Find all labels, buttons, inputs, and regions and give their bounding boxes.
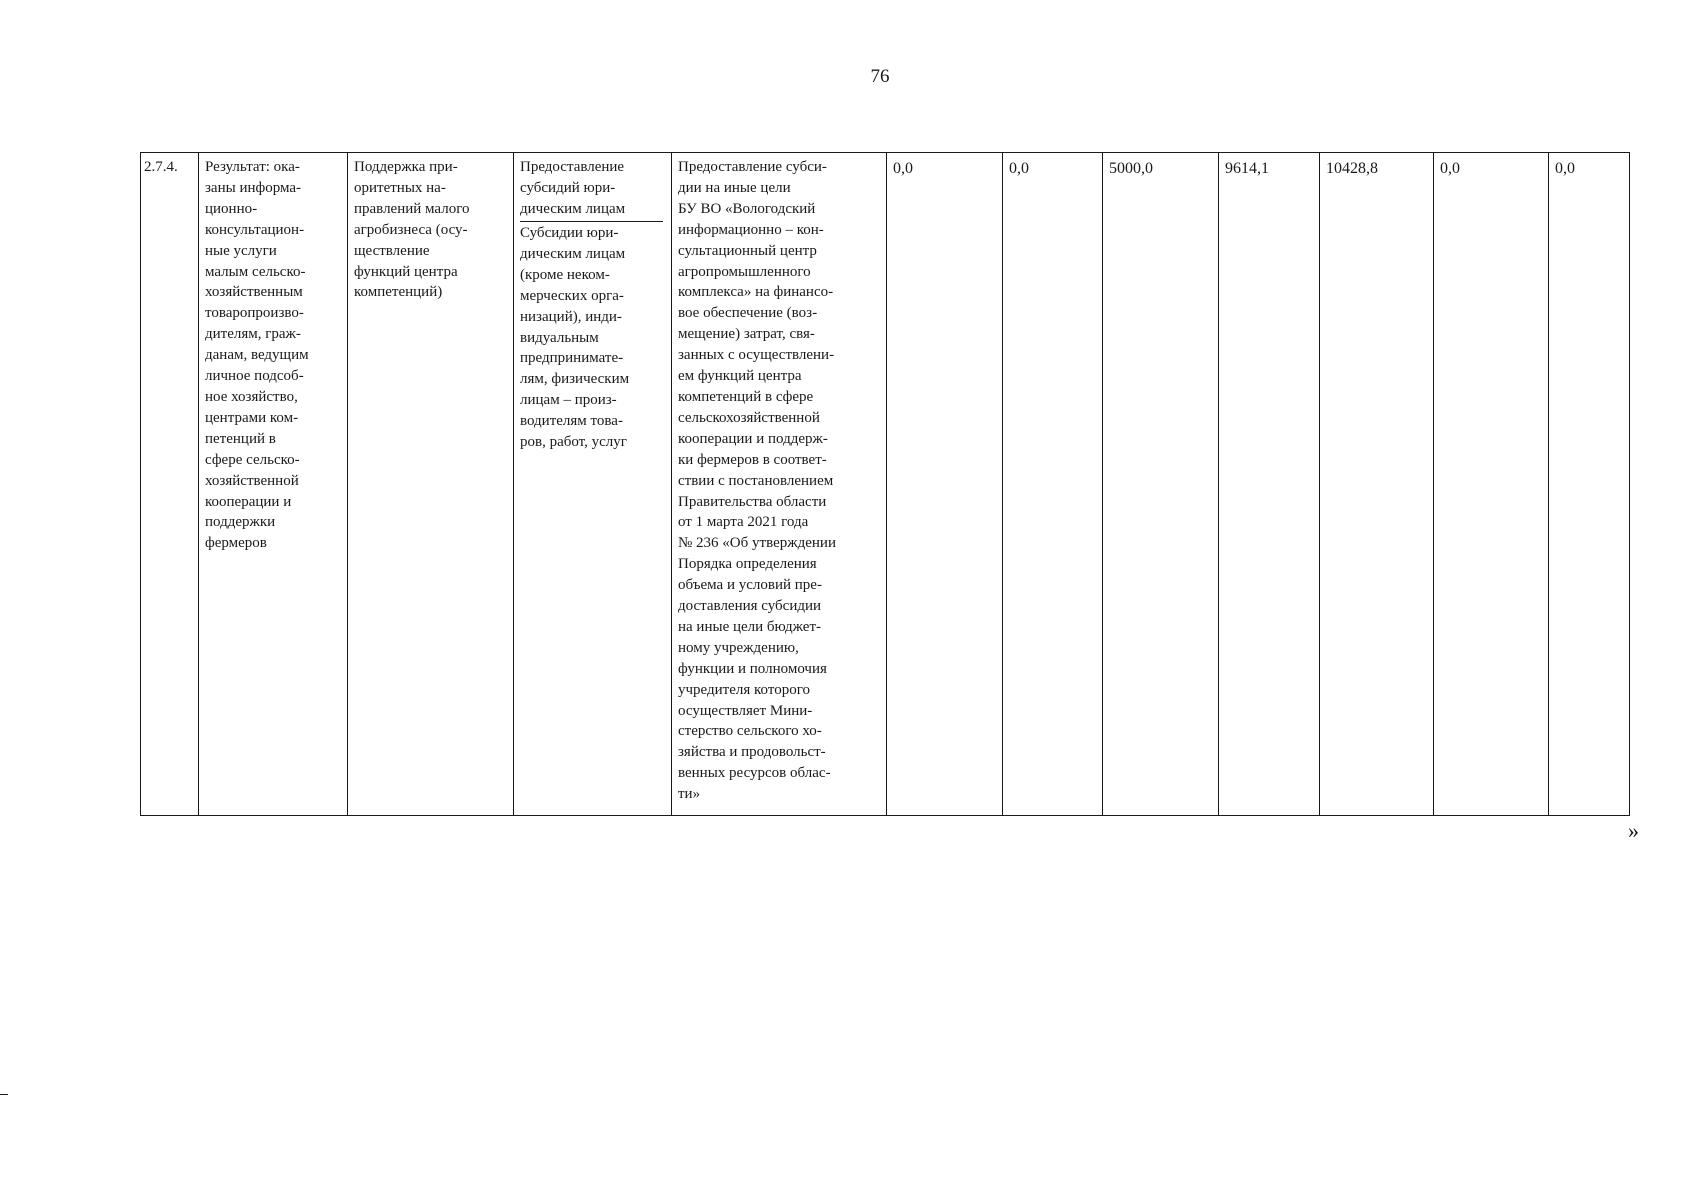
cell-value-3: 5000,0 <box>1103 153 1219 815</box>
cell-value-5: 10428,8 <box>1320 153 1434 815</box>
cell-subsidy <box>514 153 672 815</box>
cell-description: Предоставление субси- дии на иные цели БУ ВО «Вологодский информационно – кон- сультационный центр агропромышленного комплекса» на финансо- вое обеспечение (воз- мещение) затрат, свя- занных с осуществлени- ем функций центра компетенций в сфере сельскохозяйственной кооперации и поддерж- ки фермеров в соответ- ствии с постановлением Правительства области от 1 марта 2021 года № 236 «Об утверждении Порядка определения объема и условий пре- доставления субсидии на иные цели бюджет- ному учреждению, функции и полномочия учредителя которого осуществляет Мини- стерство сельского хо- зяйства и продовольст- венных ресурсов облас- ти» <box>672 153 887 815</box>
margin-mark <box>0 1094 8 1095</box>
program-table-row <box>140 152 1630 816</box>
cell-subsidy-recipients: Субсидии юри- дическим лицам (кроме неком- мерческих орга- низаций), инди- видуальным предпринимате- лям, физическим лицам – произ- водителям това- ров, работ, услуг <box>520 225 630 451</box>
cell-result: Результат: ока- заны информа- ционно- консультацион- ные услуги малым сельско- хозяйственным товаропроизво- дителям, граж- данам, ведущим личное подсоб- ное хозяйство, центрами ком- петенций в сфере сельско- хозяйственной кооперации и поддержки фермеров <box>199 153 348 815</box>
cell-subsidy-type: Предоставление субсидий юри- дическим лицам <box>520 159 626 217</box>
cell-value-1: 0,0 <box>887 153 1003 815</box>
cell-value-2: 0,0 <box>1003 153 1103 815</box>
page-number: 76 <box>870 66 890 87</box>
cell-subsidy-divider <box>520 221 663 222</box>
cell-direction: Поддержка при- оритетных на- правлений малого агробизнеса (осу- ществление функций центра компетенций) <box>348 153 514 815</box>
cell-value-6: 0,0 <box>1434 153 1549 815</box>
cell-value-4: 9614,1 <box>1219 153 1320 815</box>
cell-value-7: 0,0 <box>1555 160 1575 177</box>
cell-code: 2.7.4. <box>141 153 199 815</box>
closing-quote: » <box>1628 818 1639 843</box>
